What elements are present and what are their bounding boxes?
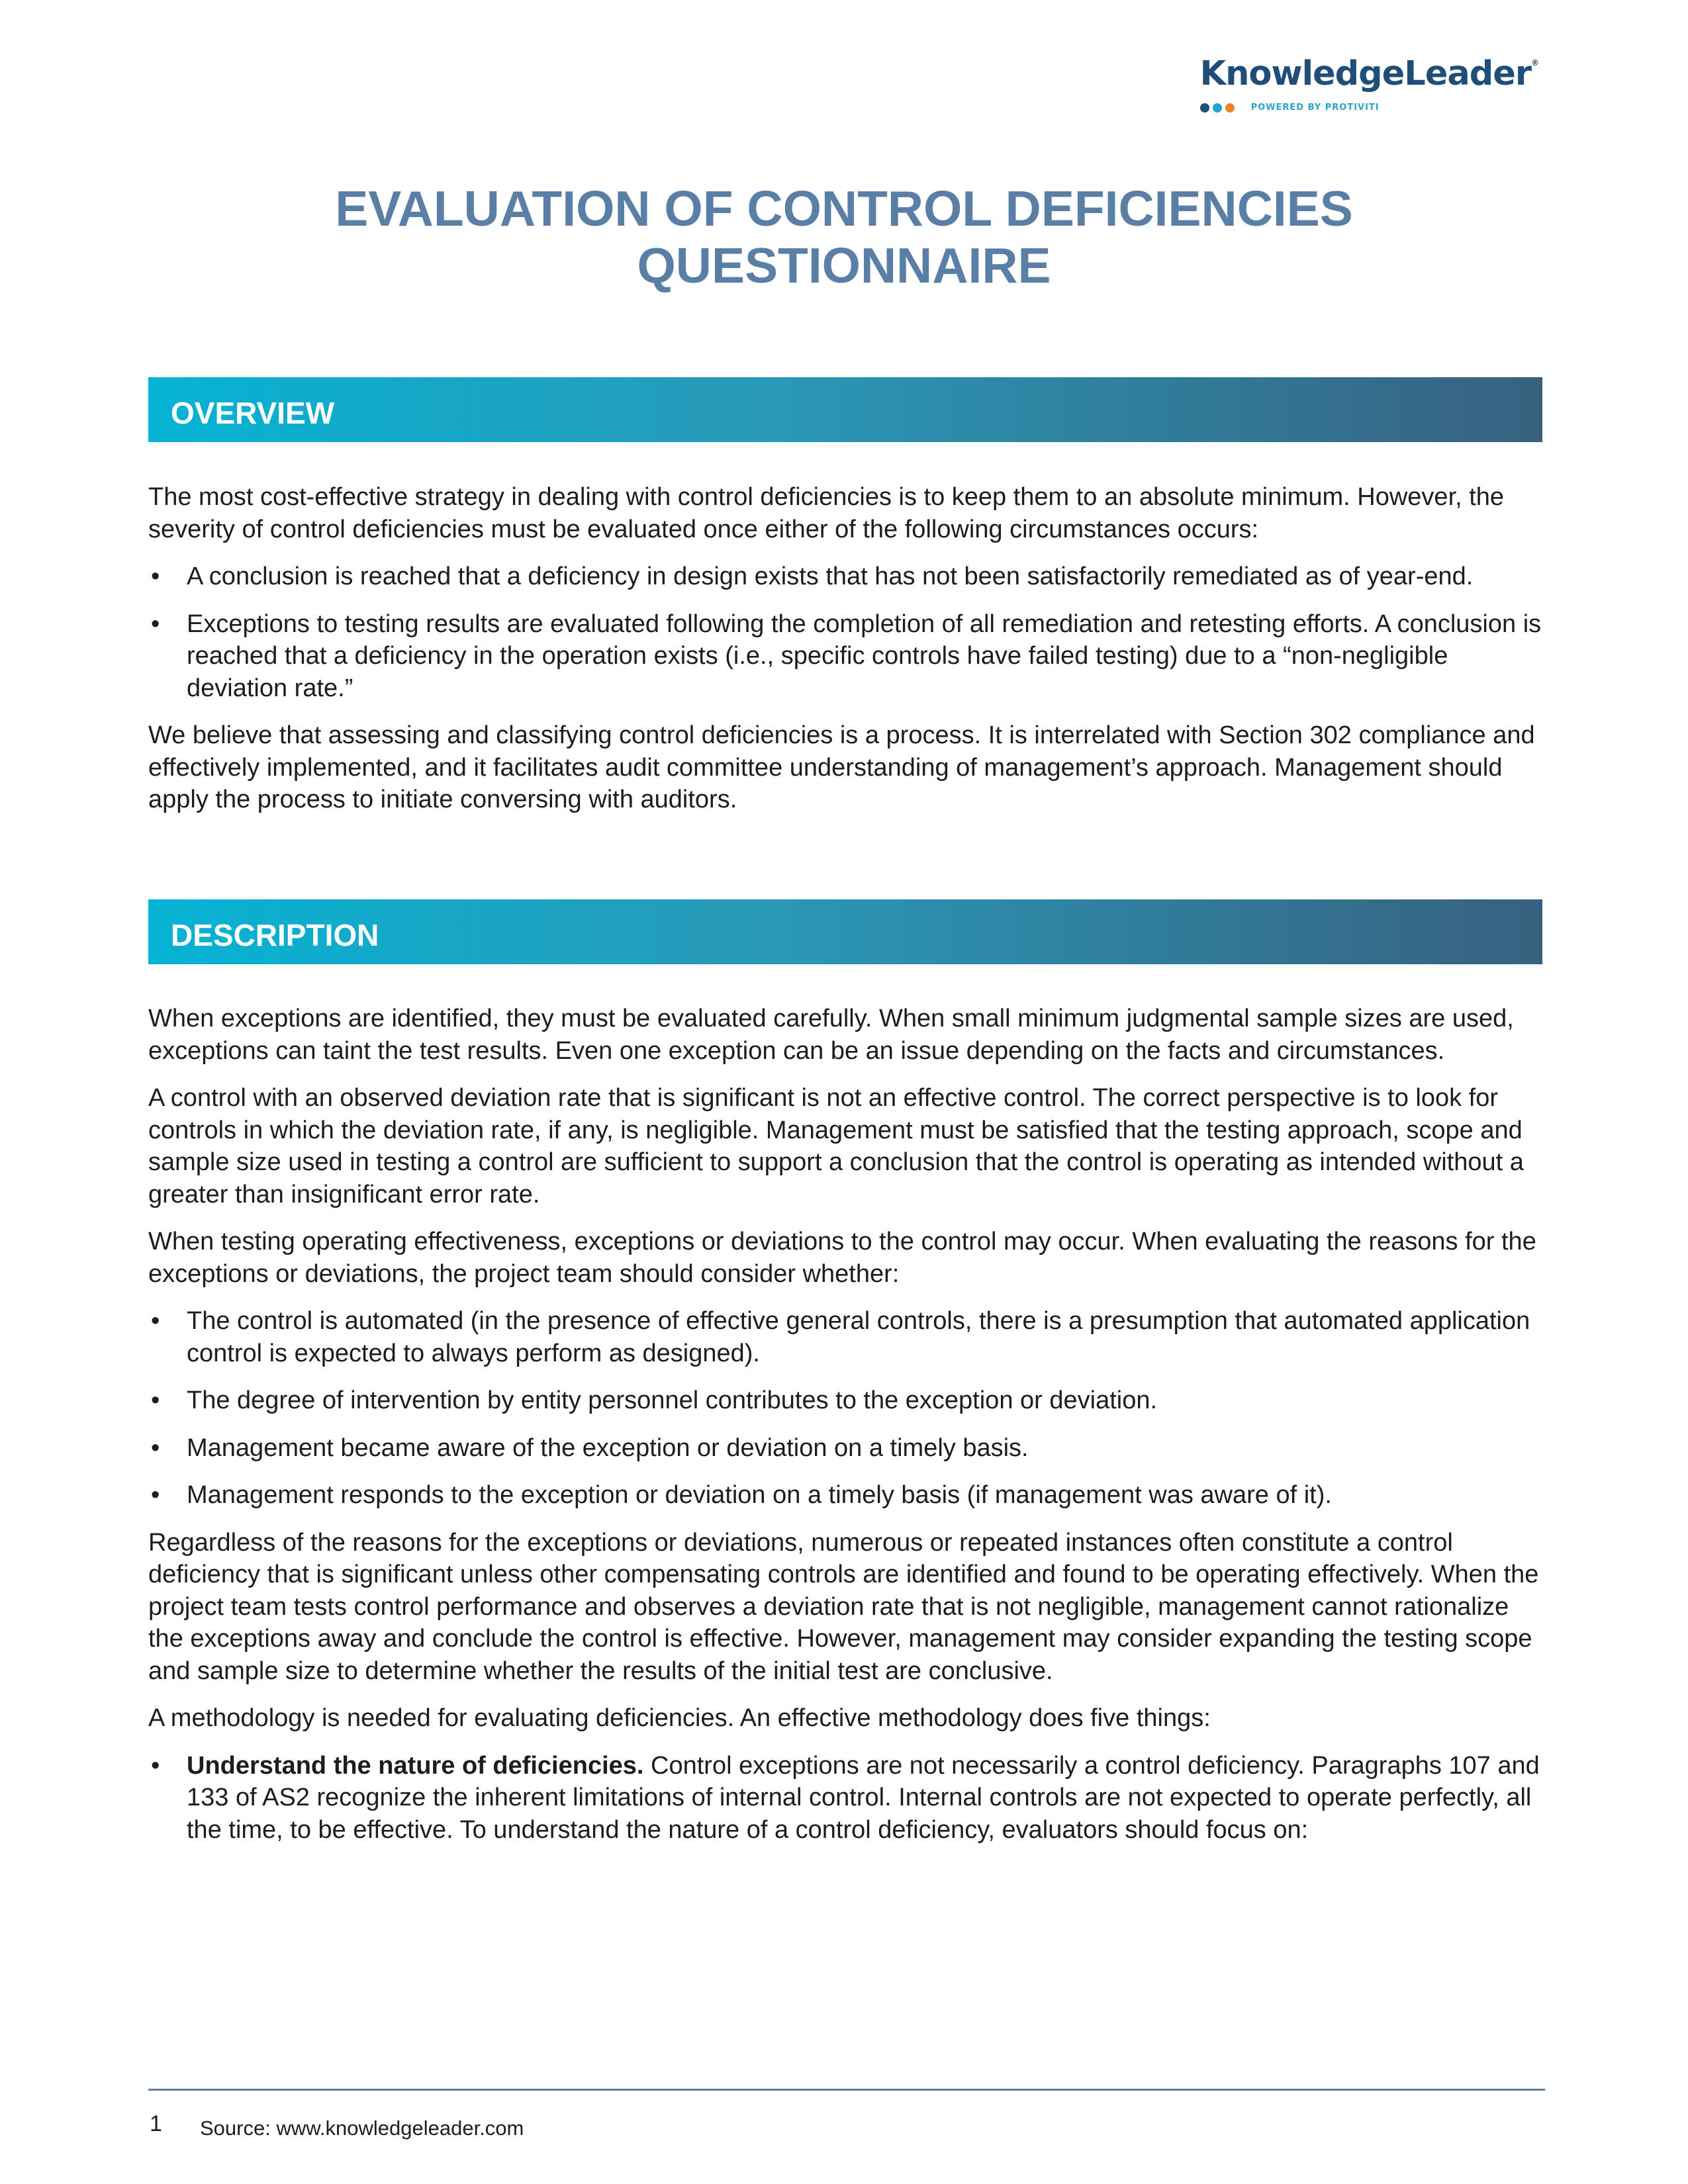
bullet-icon: •: [151, 1481, 160, 1509]
overview-bullet-list: [148, 561, 1546, 704]
logo-subline: [1200, 103, 1538, 113]
overview-paragraph-2: We believe that assessing and classifying control deficiencies is a process. It is interrelated with Section 302 compliance and effectively implemented, and it facilitates audit committee understanding of management’s approach. Management should apply the process to initiate conversing with auditors.: [148, 721, 1535, 813]
list-item: [148, 1432, 1546, 1465]
description-heading: DESCRIPTION: [171, 918, 379, 952]
list-item: [148, 1385, 1546, 1417]
bullet-icon: •: [151, 1433, 160, 1462]
knowledgeleader-logo: [1200, 54, 1538, 113]
bullet-icon: •: [151, 1387, 160, 1414]
list-item: [148, 608, 1546, 705]
list-item-text: Control exceptions are not necessarily a control deficiency. Paragraphs 107 and 133 of AS2 recognize the inherent limitations of internal control. Internal controls are not expected to operate perfectly, all the time, to be effective. To understand the nature of a control deficiency, evaluators should focus on:: [187, 1751, 1540, 1844]
list-item: [148, 1305, 1546, 1369]
bullet-icon: •: [151, 1751, 160, 1780]
bullet-icon: •: [151, 563, 160, 590]
list-item-text: Exceptions to testing results are evaluated following the completion of all remediation and retesting efforts. A conclusion is reached that a deficiency in the operation exists (i.e., specific controls have failed testing) due to a “non-negligible deviation rate.”: [187, 610, 1542, 702]
methodology-bullet-list: [148, 1750, 1546, 1846]
logo-text: KnowledgeLeader: [1199, 54, 1531, 93]
logo-wordmark: [1200, 54, 1538, 93]
bullet-icon: •: [151, 610, 160, 638]
description-section-header: [148, 899, 1542, 964]
logo-registered-mark: ®: [1531, 58, 1538, 68]
list-item-text: A conclusion is reached that a deficiency in design exists that has not been satisfactorily remediated as of year-end.: [187, 563, 1474, 590]
description-body: [148, 1003, 1546, 1861]
description-bullet-list: [148, 1305, 1546, 1512]
page-title: [0, 180, 1688, 294]
page-title-line-2: QUESTIONNAIRE: [637, 238, 1051, 293]
description-paragraph-1: When exceptions are identified, they must be evaluated carefully. When small minimum judgmental sample sizes are used, exceptions can taint the test results. Even one exception can be an issue depending on the facts and circumstances.: [148, 1005, 1514, 1065]
overview-body: [148, 481, 1546, 831]
page-title-line-1: EVALUATION OF CONTROL DEFICIENCIES: [335, 181, 1353, 236]
list-item-text: Management responds to the exception or deviation on a timely basis (if management was aware of it).: [187, 1481, 1332, 1509]
list-item-bold-lead: Understand the nature of deficiencies.: [187, 1751, 644, 1780]
description-paragraph-5: A methodology is needed for evaluating deficiencies. An effective methodology does five things:: [148, 1704, 1211, 1732]
overview-heading: OVERVIEW: [171, 396, 335, 430]
description-paragraph-2: A control with an observed deviation rate that is significant is not an effective control. The correct perspective is to look for controls in which the deviation rate, if any, is negligible. Management must be satisfied that the testing approach, scope and sample size used in testing a control are sufficient to support a conclusion that the control is operating as intended without a greater than insignificant error rate.: [148, 1084, 1524, 1208]
overview-paragraph-1: The most cost-effective strategy in dealing with control deficiencies is to keep them to an absolute minimum. However, the severity of control deficiencies must be evaluated once either of the following circumstances occurs:: [148, 483, 1505, 543]
page-number: 1: [150, 2111, 162, 2136]
logo-dot-icon: [1225, 103, 1235, 113]
logo-dot-icon: [1200, 103, 1209, 113]
logo-dot-icon: [1213, 103, 1222, 113]
list-item: [148, 561, 1546, 593]
description-paragraph-3: When testing operating effectiveness, exceptions or deviations to the control may occur. When evaluating the reasons for the exceptions or deviations, the project team should consider whether:: [148, 1228, 1536, 1288]
footer-source: Source: www.knowledgeleader.com: [200, 2116, 524, 2140]
description-paragraph-4: Regardless of the reasons for the exceptions or deviations, numerous or repeated instances often constitute a control deficiency that is significant unless other compensating controls are identified and found to be operating effectively. When the project team tests control performance and observes a deviation rate that is not negligible, management cannot rationalize the exceptions away and conclude the control is effective. However, management may consider expanding the testing scope and sample size to determine whether the results of the initial test are conclusive.: [148, 1528, 1539, 1685]
list-item-text: Management became aware of the exception or deviation on a timely basis.: [187, 1433, 1029, 1462]
list-item: [148, 1479, 1546, 1512]
logo-tagline: POWERED BY PROTIVITI: [1250, 103, 1380, 113]
list-item-text: The degree of intervention by entity personnel contributes to the exception or deviation.: [187, 1387, 1158, 1414]
list-item-text: The control is automated (in the presence of effective general controls, there is a presumption that automated application control is expected to always perform as designed).: [187, 1307, 1530, 1367]
footer-divider: [148, 2089, 1545, 2091]
overview-section-header: [148, 377, 1542, 442]
bullet-icon: •: [151, 1307, 160, 1335]
list-item: [148, 1750, 1546, 1846]
